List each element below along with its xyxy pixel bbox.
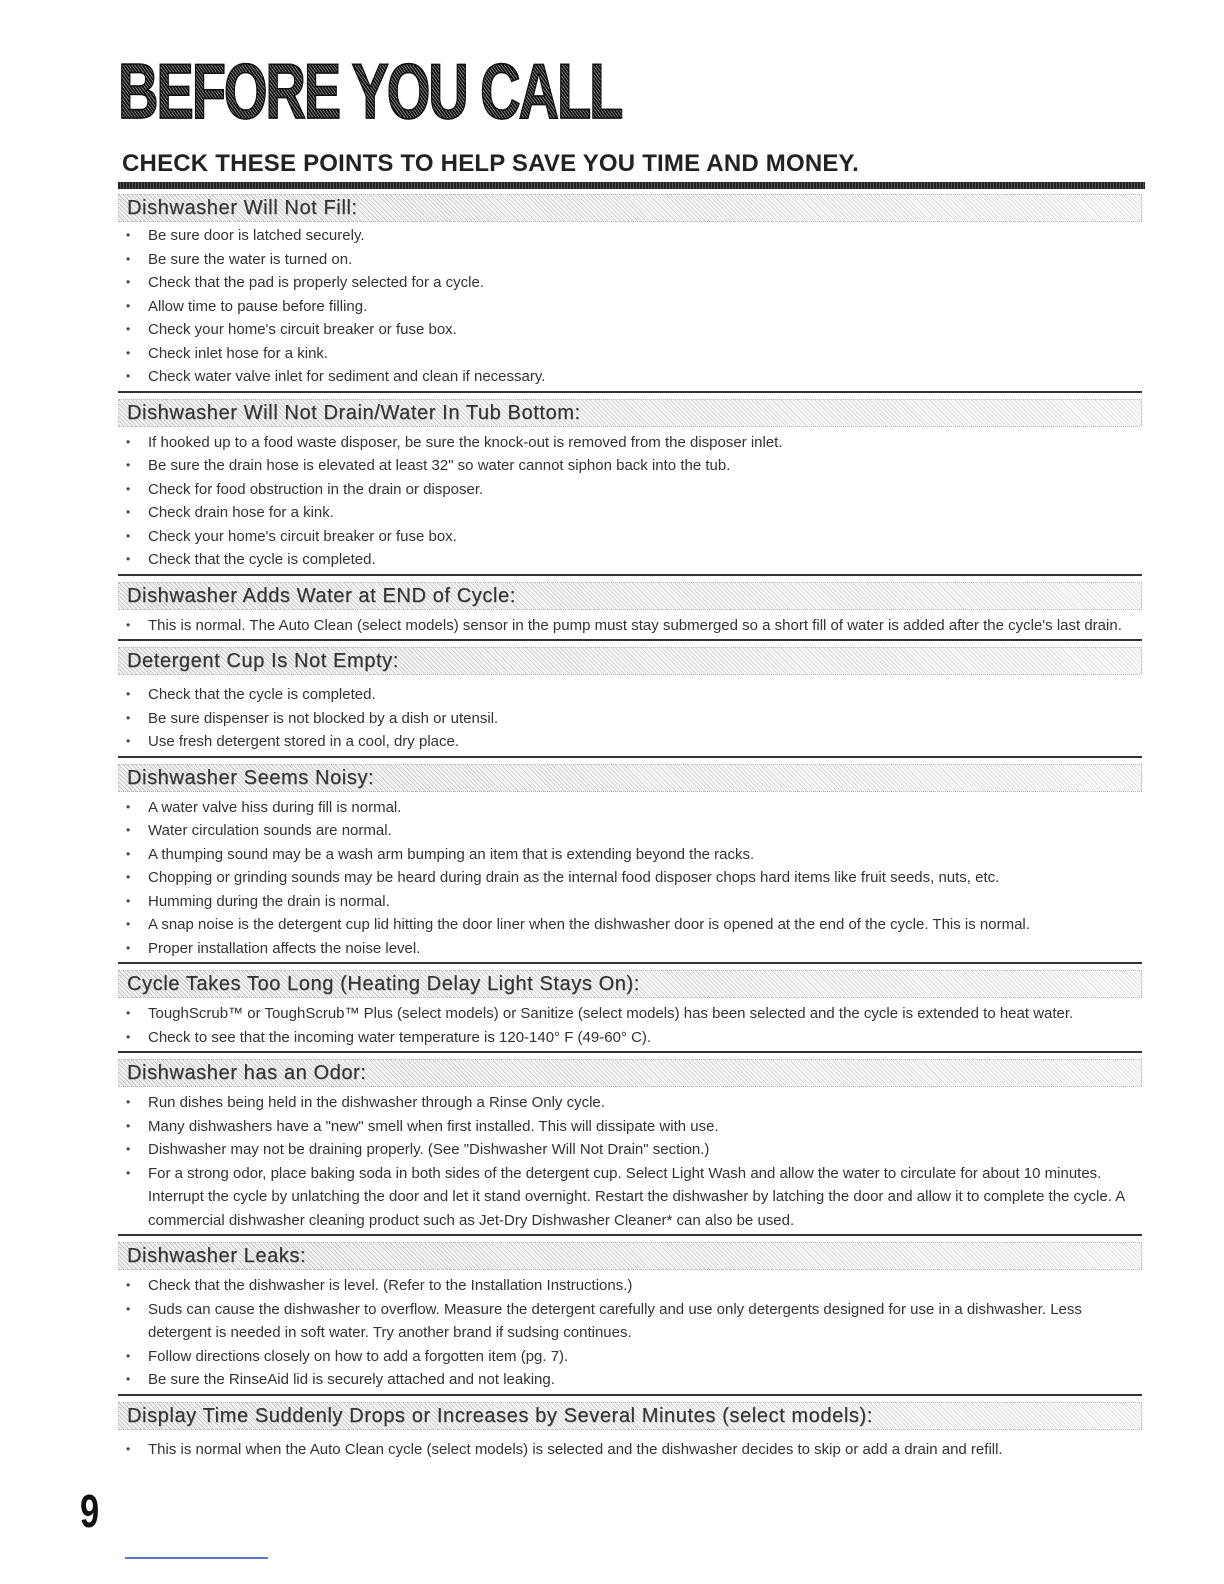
- section-heading-label: Cycle Takes Too Long (Heating Delay Light Stays On):: [127, 973, 640, 995]
- bullet-list: [118, 998, 1142, 1049]
- section-heading: [118, 647, 1142, 675]
- section-heading-label: Dishwasher Leaks:: [127, 1245, 307, 1267]
- bullet-list: [118, 427, 1142, 572]
- section-heading-label: Detergent Cup Is Not Empty:: [127, 650, 399, 672]
- list-item: • This is normal when the Auto Clean cycle (select models) is selected and the dishwasher decides to skip or add a drain and refill.: [118, 1438, 1142, 1462]
- section-divider: [118, 756, 1142, 758]
- section-detergent-cup: [118, 647, 1142, 754]
- bullet-list: [118, 792, 1142, 961]
- page-number: 9: [80, 1485, 100, 1537]
- list-item: • Check your home's circuit breaker or fuse box.: [118, 525, 1142, 549]
- list-item: • Check for food obstruction in the drain or disposer.: [118, 478, 1142, 502]
- list-item: • A water valve hiss during fill is normal.: [118, 796, 1142, 820]
- section-heading: [118, 582, 1142, 610]
- list-item: • Allow time to pause before filling.: [118, 295, 1142, 319]
- list-item: • Suds can cause the dishwasher to overflow. Measure the detergent carefully and use only detergents designed for use in a dishwasher. Less detergent is needed in soft water. Try another brand if sudsing continues.: [118, 1298, 1142, 1345]
- list-item: • Check to see that the incoming water temperature is 120-140° F (49-60° C).: [118, 1026, 1142, 1050]
- bullet-list: [118, 1270, 1142, 1392]
- section-divider: [118, 1234, 1142, 1236]
- list-item: • This is normal. The Auto Clean (select models) sensor in the pump must stay submerged so a short fill of water is added after the cycle's last drain.: [118, 614, 1142, 638]
- bullet-list: [118, 1430, 1142, 1462]
- section-divider: [118, 391, 1142, 393]
- section-heading-label: Dishwasher has an Odor:: [127, 1062, 367, 1084]
- section-heading: [118, 970, 1142, 998]
- bullet-list: [118, 222, 1142, 389]
- section-heading: [118, 764, 1142, 792]
- section-heading-label: Dishwasher Will Not Fill:: [127, 197, 358, 219]
- title-rule: [118, 182, 1145, 189]
- page-title: BEFORE YOU CALL: [118, 47, 622, 135]
- list-item: • Check your home's circuit breaker or fuse box.: [118, 318, 1142, 342]
- list-item: • Follow directions closely on how to add a forgotten item (pg. 7).: [118, 1345, 1142, 1369]
- list-item: • Be sure the RinseAid lid is securely attached and not leaking.: [118, 1368, 1142, 1392]
- list-item: • Proper installation affects the noise level.: [118, 937, 1142, 961]
- section-odor: [118, 1059, 1142, 1232]
- section-divider: [118, 962, 1142, 964]
- list-item: • Many dishwashers have a "new" smell when first installed. This will dissipate with use.: [118, 1115, 1142, 1139]
- list-item: • For a strong odor, place baking soda in both sides of the detergent cup. Select Light Wash and allow the water to circulate for about 10 minutes. Interrupt the cycle by unlatching the door and let it stand overnight. Restart the dishwasher by latching the door and allow it to complete the cycle. A commercial dishwasher cleaning product such as Jet-Dry Dishwasher Cleaner* can also be used.: [118, 1162, 1142, 1233]
- page-subtitle: CHECK THESE POINTS TO HELP SAVE YOU TIME AND MONEY.: [122, 150, 859, 177]
- list-item: • Humming during the drain is normal.: [118, 890, 1142, 914]
- list-item: • Be sure door is latched securely.: [118, 224, 1142, 248]
- list-item: • Water circulation sounds are normal.: [118, 819, 1142, 843]
- section-divider: [118, 1051, 1142, 1053]
- section-display-time: [118, 1402, 1142, 1462]
- list-item: • A snap noise is the detergent cup lid hitting the door liner when the dishwasher door is opened at the end of the cycle. This is normal.: [118, 913, 1142, 937]
- list-item: • Dishwasher may not be draining properly. (See "Dishwasher Will Not Drain" section.): [118, 1138, 1142, 1162]
- section-leaks: [118, 1242, 1142, 1392]
- list-item: • Check water valve inlet for sediment and clean if necessary.: [118, 365, 1142, 389]
- section-heading: [118, 1059, 1142, 1087]
- section-divider: [118, 1394, 1142, 1396]
- section-adds-water: [118, 582, 1142, 638]
- section-divider: [118, 574, 1142, 576]
- list-item: • Be sure the drain hose is elevated at least 32" so water cannot siphon back into the tub.: [118, 454, 1142, 478]
- list-item: • Check that the pad is properly selected for a cycle.: [118, 271, 1142, 295]
- section-heading: [118, 194, 1142, 222]
- footer-line: [125, 1557, 268, 1559]
- section-will-not-drain: [118, 399, 1142, 572]
- list-item: • Run dishes being held in the dishwasher through a Rinse Only cycle.: [118, 1091, 1142, 1115]
- list-item: • Check drain hose for a kink.: [118, 501, 1142, 525]
- troubleshooting-content: [118, 194, 1142, 1461]
- list-item: • Check inlet hose for a kink.: [118, 342, 1142, 366]
- bullet-list: [118, 1087, 1142, 1232]
- bullet-list: [118, 675, 1142, 754]
- section-heading-label: Dishwasher Will Not Drain/Water In Tub Bottom:: [127, 401, 581, 424]
- list-item: • Check that the cycle is completed.: [118, 548, 1142, 572]
- section-cycle-too-long: [118, 970, 1142, 1049]
- list-item: • Use fresh detergent stored in a cool, dry place.: [118, 730, 1142, 754]
- list-item: • Be sure the water is turned on.: [118, 248, 1142, 272]
- list-item: • If hooked up to a food waste disposer, be sure the knock-out is removed from the disposer inlet.: [118, 431, 1142, 455]
- bullet-list: [118, 610, 1142, 638]
- section-will-not-fill: [118, 194, 1142, 389]
- section-heading-label: Dishwasher Seems Noisy:: [127, 766, 375, 789]
- list-item: • Check that the cycle is completed.: [118, 683, 1142, 707]
- section-heading: [118, 1402, 1142, 1430]
- section-heading: [118, 399, 1142, 427]
- section-heading-label: Dishwasher Adds Water at END of Cycle:: [127, 584, 516, 607]
- list-item: • Check that the dishwasher is level. (Refer to the Installation Instructions.): [118, 1274, 1142, 1298]
- list-item: • Be sure dispenser is not blocked by a dish or utensil.: [118, 707, 1142, 731]
- list-item: • ToughScrub™ or ToughScrub™ Plus (select models) or Sanitize (select models) has been selected and the cycle is extended to heat water.: [118, 1002, 1142, 1026]
- section-divider: [118, 639, 1142, 641]
- list-item: • A thumping sound may be a wash arm bumping an item that is extending beyond the racks.: [118, 843, 1142, 867]
- section-noisy: [118, 764, 1142, 961]
- section-heading: [118, 1242, 1142, 1270]
- section-heading-label: Display Time Suddenly Drops or Increases by Several Minutes (select models):: [127, 1404, 873, 1427]
- list-item: • Chopping or grinding sounds may be heard during drain as the internal food disposer chops hard items like fruit seeds, nuts, etc.: [118, 866, 1142, 890]
